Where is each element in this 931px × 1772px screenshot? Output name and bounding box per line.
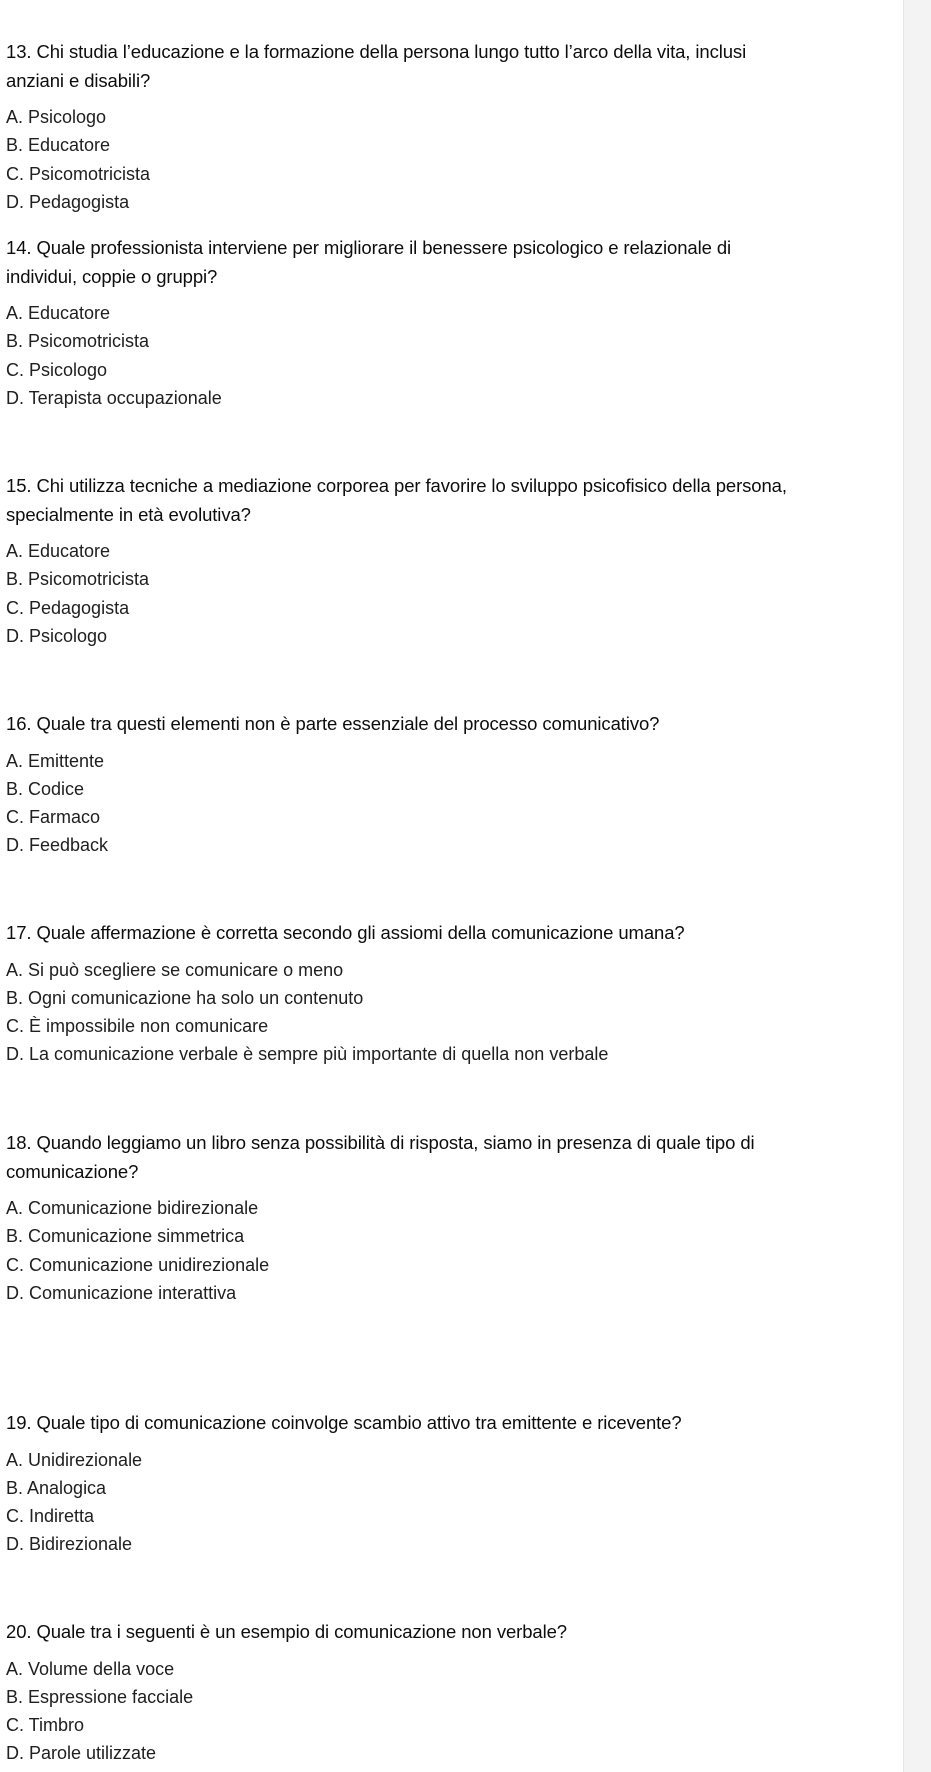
answer-option-b: B. Comunicazione simmetrica bbox=[6, 1226, 245, 1247]
question-text: 16. Quale tra questi elementi non è parte essenziale del processo comunicativo? bbox=[6, 713, 660, 734]
answer-option-b: B. Analogica bbox=[6, 1477, 107, 1498]
answer-option-c: C. Psicologo bbox=[6, 359, 108, 380]
question-13 bbox=[6, 38, 796, 216]
question-text: 18. Quando leggiamo un libro senza possibilità di risposta, siamo in presenza di quale tipo di comunicazione? bbox=[6, 1132, 755, 1182]
answer-option-b: B. Psicomotricista bbox=[6, 331, 150, 352]
question-text: 13. Chi studia l’educazione e la formazione della persona lungo tutto l’arco della vita, inclusi anziani e disabili? bbox=[6, 41, 747, 91]
question-19 bbox=[6, 1409, 796, 1559]
question-text: 17. Quale affermazione è corretta secondo gli assiomi della comunicazione umana? bbox=[6, 922, 685, 943]
answer-option-d: D. Terapista occupazionale bbox=[6, 387, 222, 408]
question-18 bbox=[6, 1129, 796, 1307]
question-text: 15. Chi utilizza tecniche a mediazione corporea per favorire lo sviluppo psicofisico della persona, specialmente in età evolutiva? bbox=[6, 475, 787, 525]
answer-option-a: A. Si può scegliere se comunicare o meno bbox=[6, 959, 344, 980]
answer-option-d: D. Comunicazione interattiva bbox=[6, 1282, 237, 1303]
answer-option-b: B. Espressione facciale bbox=[6, 1686, 194, 1707]
question-17 bbox=[6, 919, 796, 1069]
answer-option-d: D. Bidirezionale bbox=[6, 1534, 133, 1555]
answer-option-a: A. Educatore bbox=[6, 541, 111, 561]
question-text: 20. Quale tra i seguenti è un esempio di comunicazione non verbale? bbox=[6, 1621, 567, 1642]
answer-option-a: A. Educatore bbox=[6, 303, 111, 323]
answer-option-b: B. Codice bbox=[6, 778, 85, 799]
answer-option-c: C. Pedagogista bbox=[6, 597, 130, 618]
answer-option-c: C. Farmaco bbox=[6, 807, 101, 828]
answer-option-a: A. Emittente bbox=[6, 750, 105, 771]
answer-option-d: D. Parole utilizzate bbox=[6, 1743, 157, 1764]
answer-option-c: C. Psicomotricista bbox=[6, 163, 151, 184]
answer-option-c: C. Timbro bbox=[6, 1715, 85, 1736]
answer-option-b: B. Educatore bbox=[6, 135, 111, 156]
answer-option-b: B. Ogni comunicazione ha solo un contenuto bbox=[6, 987, 364, 1008]
answer-option-b: B. Psicomotricista bbox=[6, 569, 150, 590]
answer-option-d: D. Feedback bbox=[6, 835, 109, 856]
question-text: 19. Quale tipo di comunicazione coinvolge scambio attivo tra emittente e ricevente? bbox=[6, 1412, 682, 1433]
answer-option-c: C. Indiretta bbox=[6, 1506, 95, 1527]
answer-option-d: D. Psicologo bbox=[6, 625, 108, 646]
question-20 bbox=[6, 1618, 796, 1768]
answer-option-c: C. Comunicazione unidirezionale bbox=[6, 1254, 270, 1275]
question-16 bbox=[6, 710, 796, 860]
answer-option-d: D. Pedagogista bbox=[6, 191, 130, 212]
answer-option-a: A. Unidirezionale bbox=[6, 1449, 143, 1470]
answer-option-a: A. Volume della voce bbox=[6, 1658, 175, 1679]
answer-option-c: C. È impossibile non comunicare bbox=[6, 1016, 269, 1037]
right-margin-strip bbox=[903, 0, 931, 1772]
question-text: 14. Quale professionista interviene per migliorare il benessere psicologico e relazionale di individui, coppie o gruppi? bbox=[6, 237, 732, 287]
question-14 bbox=[6, 234, 796, 412]
answer-option-a: A. Comunicazione bidirezionale bbox=[6, 1198, 259, 1218]
answer-option-d: D. La comunicazione verbale è sempre più importante di quella non verbale bbox=[6, 1044, 609, 1065]
answer-option-a: A. Psicologo bbox=[6, 107, 107, 127]
question-15 bbox=[6, 472, 796, 650]
